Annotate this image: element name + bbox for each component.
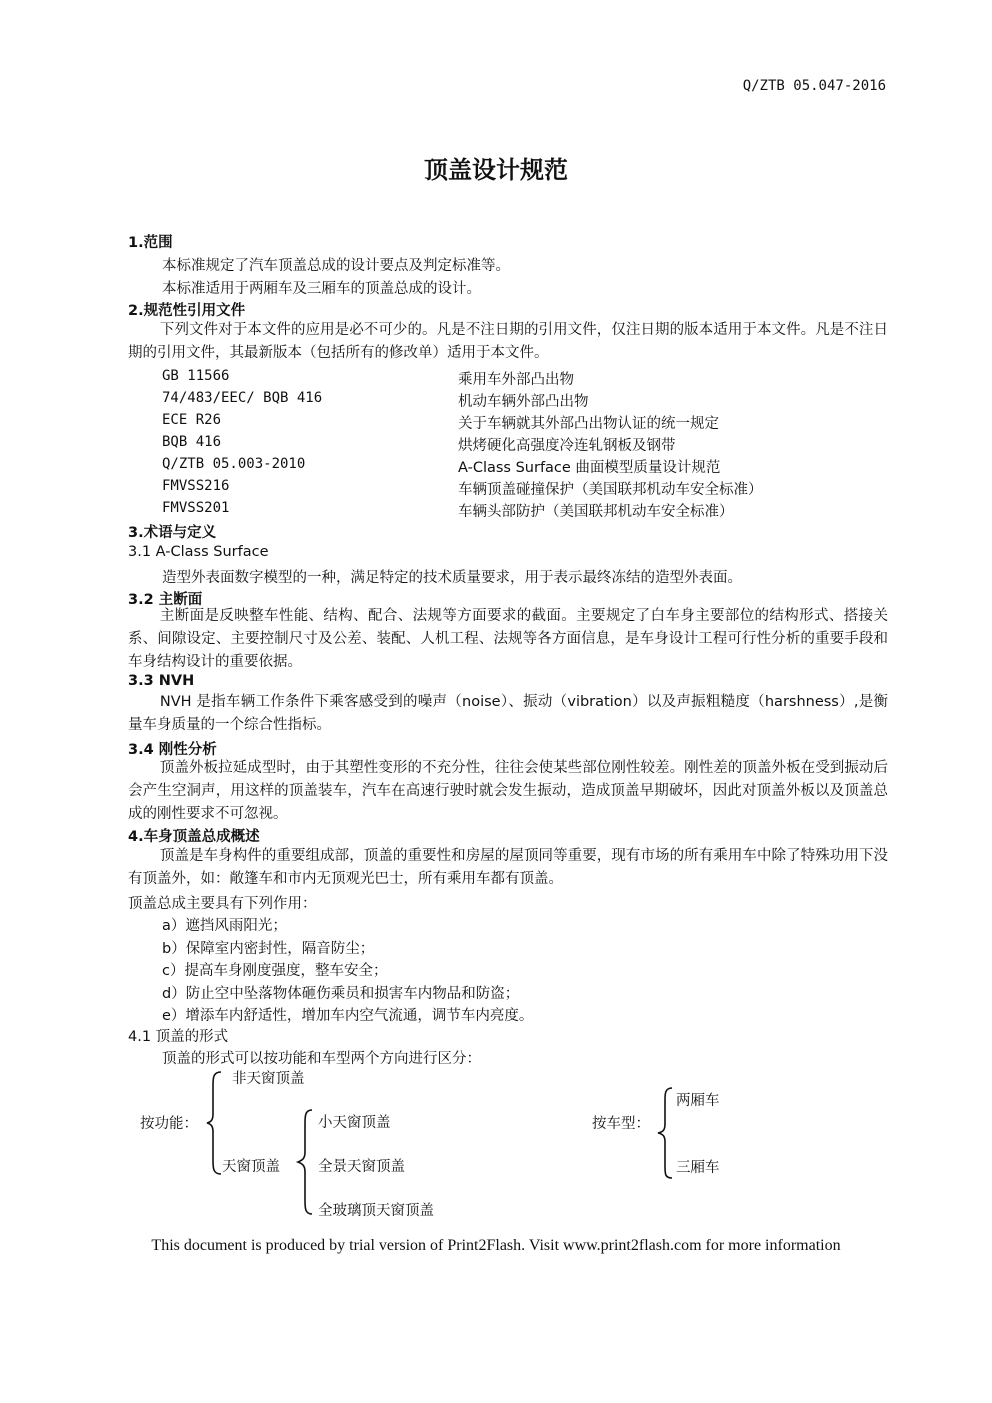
reference-code: ECE R26 <box>162 412 222 428</box>
reference-code: Q/ZTB 05.003-2010 <box>162 456 306 472</box>
term-3-2-text: 主断面是反映整车性能、结构、配合、法规等方面要求的截面。主要规定了白车身主要部位的结构形式、搭接关系、间隙设定、主要控制尺寸及公差、装配、人机工程、法规等各方面信息，是车身设计工程可行性分析的重要手段和车身结构设计的重要依据。 <box>128 608 888 670</box>
section-1-heading: 1.范围 <box>128 235 173 251</box>
section-4-heading: 4.车身顶盖总成概述 <box>128 829 260 845</box>
page-title: 顶盖设计规范 <box>424 156 568 184</box>
list-item: c）提高车身刚度强度，整车安全； <box>162 963 388 979</box>
reference-code: 74/483/EEC/ BQB 416 <box>162 390 323 406</box>
reference-name: 车辆头部防护（美国联邦机动车安全标准） <box>458 504 734 520</box>
list-item: e）增添车内舒适性，增加车内空气流通，调节车内亮度。 <box>162 1008 534 1024</box>
full-glass-sunroof-option: 全玻璃顶天窗顶盖 <box>318 1203 434 1219</box>
panoramic-sunroof-option: 全景天窗顶盖 <box>318 1159 405 1175</box>
term-3-3-heading: 3.3 NVH <box>128 673 195 689</box>
reference-code: FMVSS216 <box>162 478 230 494</box>
section-1-paragraph-1: 本标准规定了汽车顶盖总成的设计要点及判定标准等。 <box>162 258 510 274</box>
sedan-option: 三厢车 <box>676 1160 720 1176</box>
sunroof-brace <box>296 1108 316 1216</box>
reference-code: BQB 416 <box>162 434 222 450</box>
reference-code: FMVSS201 <box>162 500 230 516</box>
by-function-label: 按功能： <box>140 1116 198 1132</box>
term-3-3-text: NVH 是指车辆工作条件下乘客感受到的噪声（noise）、振动（vibration）以及声振粗糙度（harshness）,是衡量车身质量的一个综合性指标。 <box>128 694 888 733</box>
subsection-4-1-text: 顶盖的形式可以按功能和车型两个方向进行区分： <box>162 1051 481 1067</box>
list-item: b）保障室内密封性，隔音防尘； <box>162 941 375 957</box>
reference-name: 烘烤硬化高强度冷连轧钢板及钢带 <box>458 438 676 454</box>
section-3-heading: 3.术语与定义 <box>128 525 217 541</box>
hatchback-option: 两厢车 <box>676 1093 720 1109</box>
list-item: a）遮挡风雨阳光； <box>162 918 287 934</box>
section-2-heading: 2.规范性引用文件 <box>128 303 246 319</box>
sunroof-option: 天窗顶盖 <box>222 1159 280 1175</box>
non-sunroof-option: 非天窗顶盖 <box>232 1071 305 1087</box>
list-item: d）防止空中坠落物体砸伤乘员和损害车内物品和防盗； <box>162 986 520 1002</box>
reference-name: A-Class Surface 曲面模型质量设计规范 <box>458 460 721 476</box>
small-sunroof-option: 小天窗顶盖 <box>318 1115 391 1131</box>
reference-code: GB 11566 <box>162 368 230 384</box>
term-3-1-text: 造型外表面数字模型的一种，满足特定的技术质量要求，用于表示最终冻结的造型外表面。 <box>162 570 742 586</box>
term-3-4-heading: 3.4 刚性分析 <box>128 742 217 758</box>
term-3-2-heading: 3.2 主断面 <box>128 592 203 608</box>
term-3-1-heading: 3.1 A-Class Surface <box>128 544 269 560</box>
reference-name: 关于车辆就其外部凸出物认证的统一规定 <box>458 416 719 432</box>
subsection-4-1-heading: 4.1 顶盖的形式 <box>128 1029 229 1045</box>
section-4-paragraph-1: 顶盖是车身构件的重要组成部，顶盖的重要性和房屋的屋顶同等重要，现有市场的所有乘用车中除了特殊功用下没有顶盖外，如：敞篷车和市内无顶观光巴士，所有乘用车都有顶盖。 <box>128 848 888 887</box>
reference-name: 机动车辆外部凸出物 <box>458 394 589 410</box>
reference-name: 乘用车外部凸出物 <box>458 372 574 388</box>
term-3-4-text: 顶盖外板拉延成型时，由于其塑性变形的不充分性，往往会使某些部位刚性较差。刚性差的顶盖外板在受到振动后会产生空洞声，用这样的顶盖装车，汽车在高速行驶时就会发生振动，造成顶盖早期破坏，因此对顶盖外板以及顶盖总成的刚性要求不可忽视。 <box>128 760 888 822</box>
section-2-intro: 下列文件对于本文件的应用是必不可少的。凡是不注日期的引用文件，仅注日期的版本适用于本文件。凡是不注日期的引用文件，其最新版本（包括所有的修改单）适用于本文件。 <box>128 322 888 361</box>
section-1-paragraph-2: 本标准适用于两厢车及三厢车的顶盖总成的设计。 <box>162 281 481 297</box>
reference-name: 车辆顶盖碰撞保护（美国联邦机动车安全标准） <box>458 482 763 498</box>
by-model-label: 按车型： <box>592 1116 650 1132</box>
trial-watermark-text: This document is produced by trial version of Print2Flash. Visit www.print2flash.com for more information <box>151 1237 841 1254</box>
section-4-paragraph-2: 顶盖总成主要具有下列作用： <box>128 896 317 912</box>
standard-number: Q/ZTB 05.047-2016 <box>742 78 886 94</box>
model-brace <box>656 1086 676 1180</box>
